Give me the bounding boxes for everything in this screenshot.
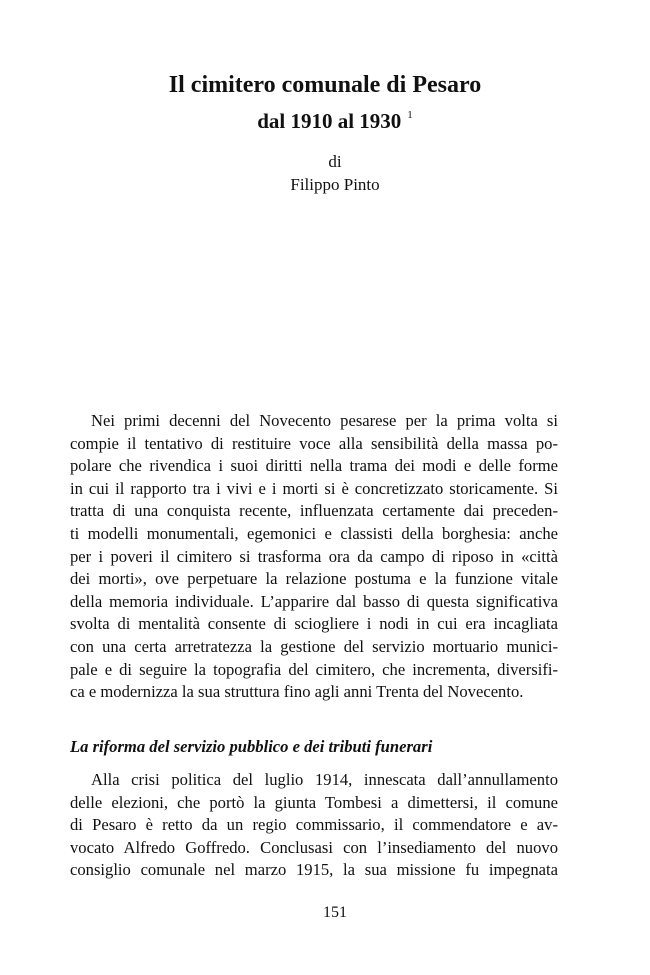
paragraph-line: per i poveri il cimitero si trasforma ora da campo di riposo in «città	[70, 546, 558, 566]
paragraph-line: in cui il rapporto tra i vivi e i morti si è concretizzato storicamente. Si	[70, 478, 558, 498]
paragraph-line: ti modelli monumentali, egemonici e classisti della borghesia: anche	[70, 523, 558, 543]
paragraph-line: di Pesaro è retto da un regio commissario, il commendatore e av-	[70, 815, 558, 835]
paragraph-line: consiglio comunale nel marzo 1915, la sua missione fu impegnata	[70, 860, 558, 880]
page-title	[0, 70, 650, 100]
paragraph-line: delle elezioni, che portò la giunta Tombesi a dimettersi, il comune	[70, 792, 558, 812]
paragraph-line: svolta di mentalità consente di sciogliere i nodi in cui era incagliata	[70, 614, 558, 634]
paragraph-line: Nei primi decenni del Novecento pesarese per la prima volta si	[91, 411, 558, 430]
section-paragraph	[70, 769, 558, 882]
paragraph-line: Alla crisi politica del luglio 1914, innescata dall’annullamento	[91, 770, 558, 789]
page-subtitle	[0, 103, 650, 135]
paragraph-line: ca e modernizza la sua struttura fino agli anni Trenta del Novecento.	[70, 682, 524, 702]
byline-di: di	[328, 152, 342, 171]
paragraph-line: pale e di seguire la topografia del cimitero, che incrementa, diversifi-	[70, 659, 558, 679]
title-line-1: Il cimitero comunale di Pesaro	[168, 72, 482, 98]
intro-paragraph	[70, 410, 558, 704]
section-heading: La riforma del servizio pubblico e dei tributi funerari	[70, 737, 433, 756]
page-number: 151	[323, 904, 347, 921]
author-name: Filippo Pinto	[290, 175, 380, 194]
paragraph-line: polare che rivendica i suoi diritti nella trama dei modi e delle forme	[70, 456, 558, 476]
paragraph-line: dei morti», ove perpetuare la relazione postuma e la funzione vitale	[70, 569, 558, 589]
paragraph-line: della memoria individuale. L’apparire dal basso di questa significativa	[70, 591, 558, 611]
paragraph-line: con una certa arretratezza la gestione del servizio mortuario munici-	[70, 636, 558, 656]
title-line-2: dal 1910 al 1930	[257, 109, 402, 133]
paragraph-line: tratta di una conquista recente, influenzata certamente dai preceden-	[70, 501, 558, 521]
paragraph-line: vocato Alfredo Goffredo. Conclusasi con l’insediamento del nuovo	[70, 837, 558, 857]
footnote-marker[interactable]: 1	[407, 109, 413, 121]
paragraph-line: compie il tentativo di restituire voce alla sensibilità della massa po-	[70, 433, 558, 453]
